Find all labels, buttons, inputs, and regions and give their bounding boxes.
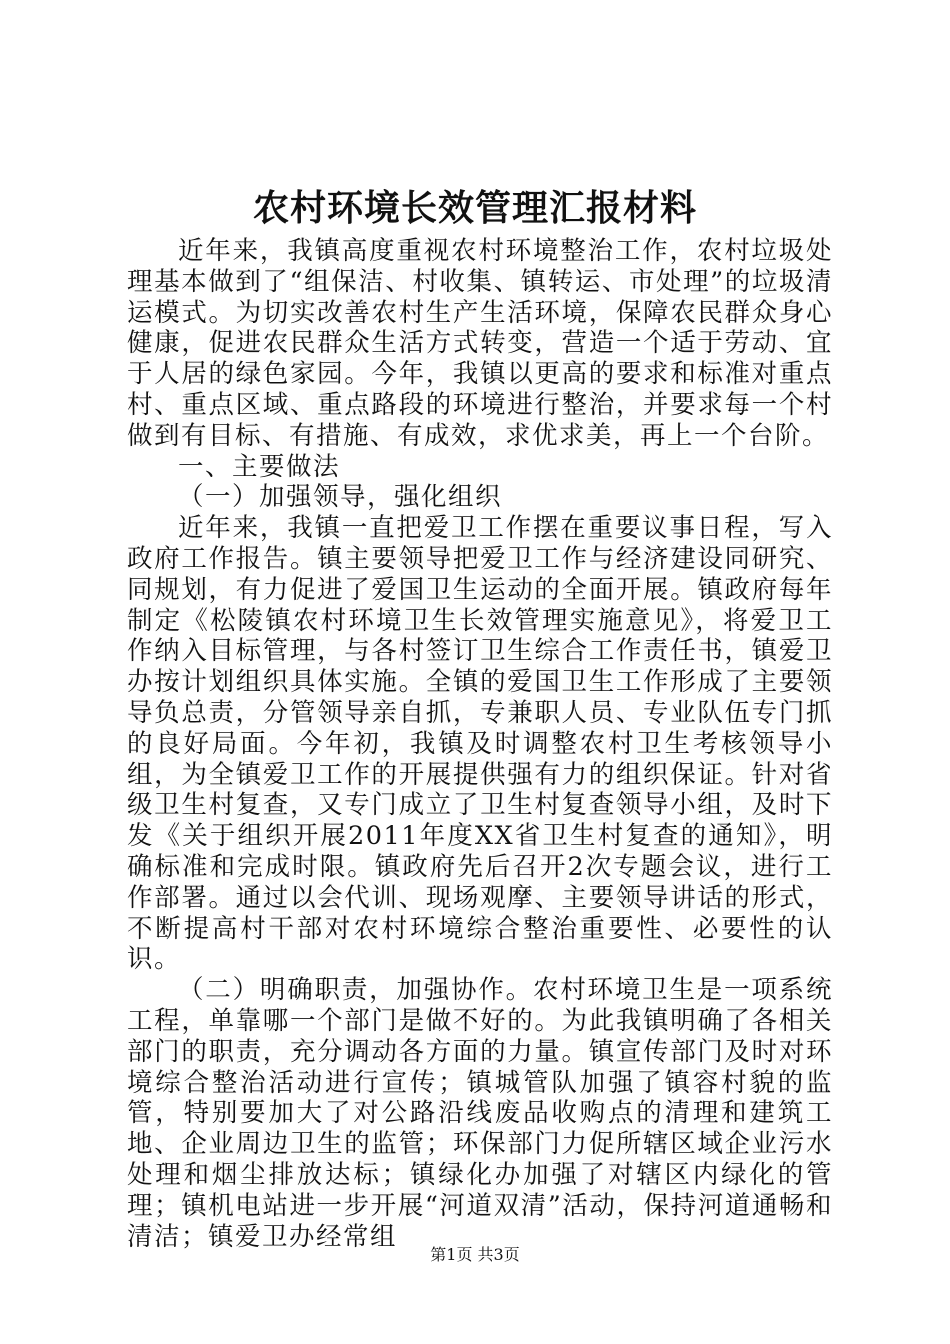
heading-main-practices: 一、主要做法 (178, 451, 341, 482)
document-title: 农村环境长效管理汇报材料 (252, 187, 697, 229)
paragraph-responsibilities: （二）明确职责，加强协作。农村环境卫生是一项系统工程，单靠哪一个部门是做不好的。为此我镇明确了各相关部门的职责，充分调动各方面的力量。镇宣传部门及时对环境综合整治活动进行宣传；镇城管队加强了镇容村貌的监管，特别要加大了对公路沿线废品收购点的清理和建筑工地、企业周边卫生的监管；环保部门力促所辖区域企业污水处理和烟尘排放达标；镇绿化办加强了对辖区内绿化的管理；镇机电站进一步开展“河道双清”活动，保持河道通畅和清洁；镇爱卫办经常组 (127, 975, 833, 1252)
subheading-leadership: （一）加强领导，强化组织 (178, 482, 503, 513)
document-body (127, 236, 833, 1252)
paragraph-intro: 近年来，我镇高度重视农村环境整治工作，农村垃圾处理基本做到了“组保洁、村收集、镇转运、市处理”的垃圾清运模式。为切实改善农村生产生活环境，保障农民群众身心健康，促进农民群众生活方式转变，营造一个适于劳动、宜于人居的绿色家园。今年，我镇以更高的要求和标准对重点村、重点区域、重点路段的环境进行整治，并要求每一个村做到有目标、有措施、有成效，求优求美，再上一个台阶。 (127, 236, 833, 451)
paragraph-leadership: 近年来，我镇一直把爱卫工作摆在重要议事日程，写入政府工作报告。镇主要领导把爱卫工作与经济建设同研究、同规划，有力促进了爱国卫生运动的全面开展。镇政府每年制定《松陵镇农村环境卫生长效管理实施意见》，将爱卫工作纳入目标管理，与各村签订卫生综合工作责任书，镇爱卫办按计划组织具体实施。全镇的爱国卫生工作形成了主要领导负总责，分管领导亲自抓，专兼职人员、专业队伍专门抓的良好局面。今年初，我镇及时调整农村卫生考核领导小组，为全镇爱卫工作的开展提供强有力的组织保证。针对省级卫生村复查，又专门成立了卫生村复查领导小组，及时下发《关于组织开展2011年度XX省卫生村复查的通知》，明确标准和完成时限。镇政府先后召开2次专题会议，进行工作部署。通过以会代训、现场观摩、主要领导讲话的形式，不断提高村干部对农村环境综合整治重要性、必要性的认识。 (127, 513, 833, 975)
page-footer: 第1页 共3页 (430, 1245, 520, 1264)
